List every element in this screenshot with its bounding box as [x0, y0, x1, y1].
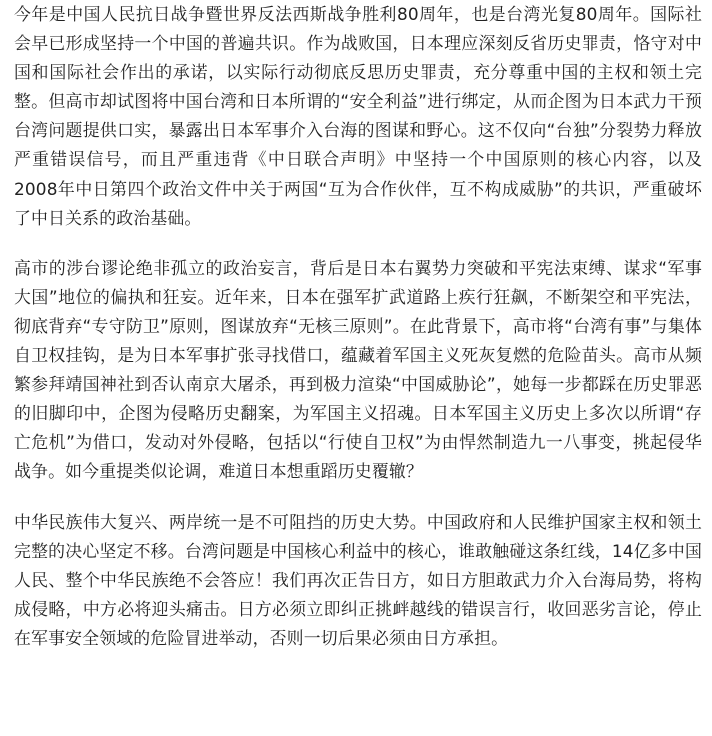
paragraph-2: 高市的涉台谬论绝非孤立的政治妄言，背后是日本右翼势力突破和平宪法束缚、谋求“军事大国”地位的偏执和狂妄。近年来，日本在强军扩武道路上疾行狂飙，不断架空和平宪法，彻底背弃“专守防卫”原则，图谋放弃“无核三原则”。在此背景下，高市将“台湾有事”与集体自卫权挂钩，是为日本军事扩张寻找借口，蕴藏着军国主义死灰复燃的危险苗头。高市从频繁参拜靖国神社到否认南京大屠杀，再到极力渲染“中国威胁论”，她每一步都踩在历史罪恶的旧脚印中，企图为侵略历史翻案，为军国主义招魂。日本军国主义历史上多次以所谓“存亡危机”为借口，发动对外侵略，包括以“行使自卫权”为由悍然制造九一八事变，挑起侵华战争。如今重提类似论调，难道日本想重蹈历史覆辙？ — [14, 257, 702, 482]
paragraph-3: 中华民族伟大复兴、两岸统一是不可阻挡的历史大势。中国政府和人民维护国家主权和领土完整的决心坚定不移。台湾问题是中国核心利益中的核心，谁敢触碰这条红线，14亿多中国人民、整个中华民族绝不会答应！我们再次正告日方，如日方胆敢武力介入台海局势，将构成侵略，中方必将迎头痛击。日方必须立即纠正挑衅越线的错误言行，收回恶劣言论，停止在军事安全领域的危险冒进举动，否则一切后果必须由日方承担。 — [14, 511, 702, 648]
paragraph-1: 今年是中国人民抗日战争暨世界反法西斯战争胜利80周年，也是台湾光复80周年。国际社会早已形成坚持一个中国的普遍共识。作为战败国，日本理应深刻反省历史罪责，恪守对中国和国际社会作出的承诺，以实际行动彻底反思历史罪责，充分尊重中国的主权和领土完整。但高市却试图将中国台湾和日本所谓的“安全利益”进行绑定，从而企图为日本武力干预台湾问题提供口实，暴露出日本军事介入台海的图谋和野心。这不仅向“台独”分裂势力释放严重错误信号，而且严重违背《中日联合声明》中坚持一个中国原则的核心内容，以及2008年中日第四个政治文件中关于两国“互为合作伙伴，互不构成威胁”的共识，严重破坏了中日关系的政治基础。 — [14, 4, 702, 228]
